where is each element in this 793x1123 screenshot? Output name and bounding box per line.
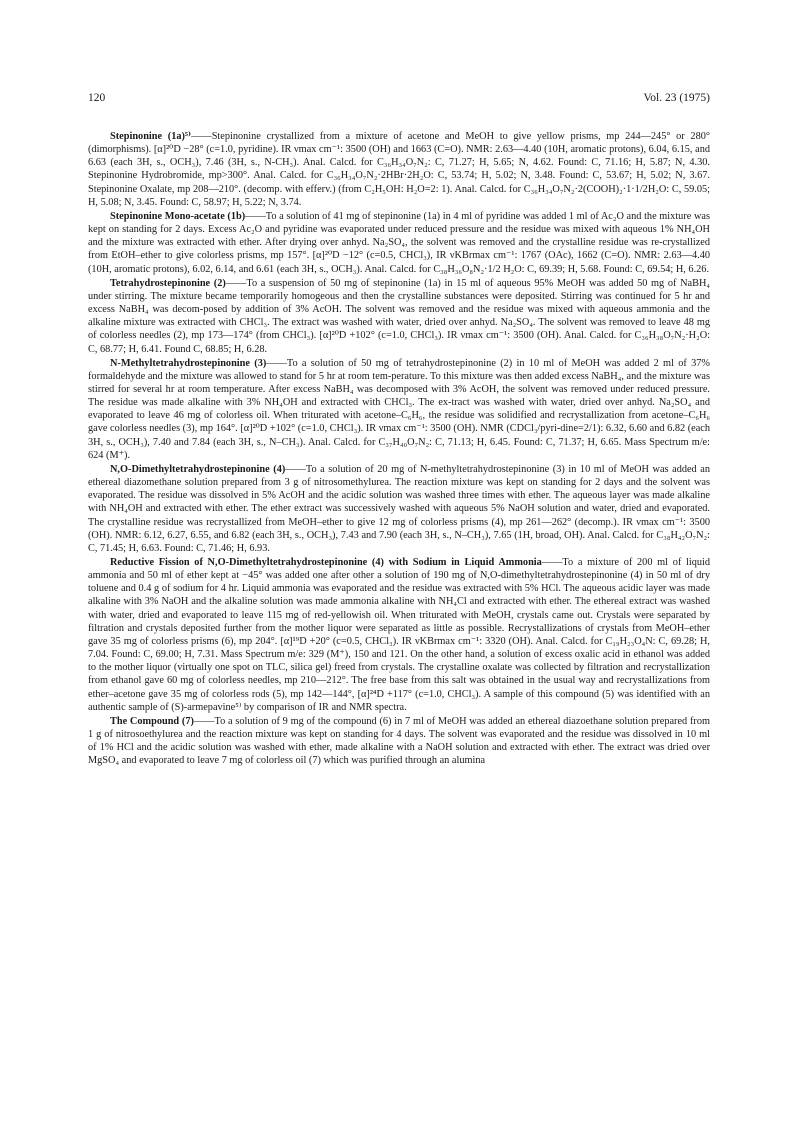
text-n-o-dimethyl: ——To a solution of 20 mg of N-methyltetrahydrostepinonine (3) in 10 ml of MeOH was added an ethereal diazomethane solution prepared from 3 g of nitrosomethylurea. The reaction mixture was kept on standing for 2 days and the solvent was evaporated. The residue was dissolved in 5% AcOH and the acidic solution was washed three times with ether. The aqueous layer was made alkaline with NH₄OH and extracted with ether. The ether extract was successively washed with aqueous 5% NaOH solution and water, dried and evaporated. The crystalline residue was recrystallized from MeOH–ether to give 12 mg of colorless prisms (4), mp 261—262° (decomp.). IR νmax cm⁻¹: 3500 (OH). NMR: 6.12, 6.27, 6.55, and 6.82 (each 3H, s., OCH₃), 7.43 and 7.90 (each 3H, s., N–CH₃), 7.65 (1H, broad, OH). Anal. Calcd. for C₃₈H₄₂O₇N₂: C, 71.45; H, 6.63. Found: C, 71.46; H, 6.93. bbox=[88, 463, 710, 554]
heading-n-o-dimethyl: N,O-Dimethyltetrahydrostepinonine (4) bbox=[110, 463, 286, 475]
page-number: 120 bbox=[88, 92, 106, 104]
article-body bbox=[88, 130, 710, 769]
heading-n-methyl: N-Methyltetrahydrostepinonine (3) bbox=[110, 357, 267, 369]
paragraph-stepinonine bbox=[88, 130, 710, 209]
paragraph-reductive-fission bbox=[88, 556, 710, 714]
heading-compound-7: The Compound (7) bbox=[110, 715, 194, 727]
heading-stepinonine: Stepinonine (1a)⁵⁾ bbox=[110, 131, 192, 142]
paragraph-compound-7 bbox=[88, 715, 710, 768]
paragraph-tetrahydrostepinonine bbox=[88, 277, 710, 356]
paragraph-mono-acetate bbox=[88, 210, 710, 276]
paragraph-n-o-dimethyl bbox=[88, 463, 710, 555]
volume-label: Vol. 23 (1975) bbox=[643, 92, 710, 104]
text-reductive-fission: ——To a mixture of 200 ml of liquid ammonia and 50 ml of ether kept at −45° was added one after other a solution of 190 mg of N,O-dimethyltetrahydrostepinonine (4) in 50 ml of dry toluene and 0.4 g of sodium for 4 hr. Liquid ammonia was evaporated and the residue was extracted with 5% HCl. The aqueous acidic layer was made alkaline with 3% NaOH and the alkaline solution was made ammonia alkaline with NH₄Cl and extracted with ether. The ethereal extract was washed with water, dried and evaporated to leave 115 mg of red-yellowish oil. When triturated with MeOH, crystals came out. Crystals were separated by filtration and crystals deposited further from the mother liquor were separated as little as possible. Recrystallizations of crystals from MeOH–ether gave 35 mg of colorless prisms (6), mp 204°. [α]¹⁹D +20° (c=0.5, CHCl₃). IR νKBrmax cm⁻¹: 3320 (OH). Anal. Calcd. for C₁₉H₂₃O₄N: C, 69.28; H, 7.04. Found: C, 69.00; H, 7.31. Mass Spectrum m/e: 329 (M⁺), 150 and 121. On the other hand, a solution of excess oxalic acid in ethanol was added to the mother liquor (virtually one spot on TLC, silica gel) freed from crystals. The crystalline oxalate was collected by filtration and recrystallization from ethanol gave 60 mg of colorless needles, mp 210—212°. The free base from this salt was obtained in the usual way and recrystallizations from ether–acetone gave 35 mg of colorless rods (5), mp 142—144°, [α]²⁴D +117° (c=1.0, CHCl₃). A sample of this compound (5) was identified with an authentic sample of (S)-armepavine⁵⁾ by comparison of IR and NMR spectra. bbox=[88, 557, 710, 713]
paragraph-n-methyl bbox=[88, 357, 710, 462]
text-tetrahydrostepinonine: ——To a suspension of 50 mg of stepinonine (1a) in 15 ml of aqueous 95% MeOH was added 50 mg of NaBH₄ under stirring. The mixture became temporarily homogeous and then the crystalline substances were deposited. Stirring was continued for 5 hr and excess NaBH₄ was decom-posed by addition of 3% AcOH. The solvent was removed and the residue was mixed with aqueous ammonia and the alkaline mixture was extracted with CHCl₃. The extract was washed with water, dried over anhyd. Na₂SO₄. The solvent was removed to leave 48 mg of colorless needles (2), mp 173—174° (from CHCl₃). [α]²⁰D +102° (c=1.0, CHCl₃). IR νmax cm⁻¹: 3500 (OH). Anal. Calcd. for C₃₆H₃₈O₇N₂·H₂O: C, 68.77; H, 6.41. Found C, 68.85; H, 6.28. bbox=[88, 277, 710, 355]
heading-mono-acetate: Stepinonine Mono-acetate (1b) bbox=[110, 210, 246, 222]
text-compound-7: ——To a solution of 9 mg of the compound (6) in 7 ml of MeOH was added an ethereal diazoethane solution prepared from 1 g of nitrosoethylurea and the reaction mixture was kept on standing for 4 days. The solvent was evaporated and the residue was dissolved in 10 ml of 1% HCl and the acidic solution was washed with ether, made alkaline with a NaOH solution and extracted with ether. The extract was dried over MgSO₄ and evaporated to leave 7 mg of colorless oil (7) which was purified through an alumina bbox=[88, 715, 710, 767]
heading-reductive-fission: Reductive Fission of N,O-Dimethyltetrahydrostepinonine (4) with Sodium in Liquid Ammonia bbox=[110, 557, 542, 568]
page-header bbox=[88, 92, 710, 108]
text-stepinonine: ——Stepinonine crystallized from a mixture of acetone and MeOH to give yellow prisms, mp 244—245° or 280° (dimorphisms). [α]²⁰D −28° (c=1.0, pyridine). IR νmax cm⁻¹: 3500 (OH) and 1663 (C=O). NMR: 2.63—4.40 (10H, aromatic protons), 6.04, 6.15, and 6.63 (each 3H, s., OCH₃), 7.46 (3H, s., N-CH₃). Anal. Calcd. for C₃₆H₃₄O₇N₂: C, 71.27; H, 5.65; N, 4.62. Found: C, 71.16; H, 5.87; N, 4.30. Stepinonine Hydrobromide, mp>300°. Anal. Calcd. for C₃₆H₃₄O₇N₂·2HBr·2H₂O: C, 53.74; H, 5.02; N, 3.48. Found: C, 53.67; H, 5.02; N, 3.67. Stepinonine Oxalate, mp 208—210°. (decomp. with efferv.) (from C₂H₅OH: H₂O=2: 1). Anal. Calcd. for C₃₆H₃₄O₇N₂·2(COOH)₂·1·1/2H₂O: C, 59.05; H, 5.08; N, 3.45. Found: C, 58.97; H, 5.22; N, 3.74. bbox=[88, 131, 710, 208]
heading-tetrahydrostepinonine: Tetrahydrostepinonine (2) bbox=[110, 277, 226, 289]
text-n-methyl: ——To a solution of 50 mg of tetrahydrostepinonine (2) in 10 ml of MeOH was added 2 ml of 37% formaldehyde and the mixture was allowed to stand for 5 hr at room tem-perature. To this mixture was then added excess NaBH₄, and the mixture was stirred for several hr at room temperature. After excess NaBH₄ was decomposed with 3% AcOH, the solvent was removed under reduced pressure. The residue was made alkaline with 3% NH₄OH and extracted with CHCl₃. The ex-tract was washed with water, dried over anhyd. Na₂SO₄ and evaporated to leave 46 mg of colorless oil. When triturated with acetone–C₆H₆, the residue was solidified and recrystallization from acetone–C₆H₆ gave colorless needles (3), mp 164°. [α]²⁰D +102° (c=1.0, CHCl₃). IR νmax cm⁻¹: 3500 (OH). NMR (CDCl₃/pyri-dine=2/1): 6.32, 6.60 and 6.82 (each 3H, s., OCH₃), 7.40 and 7.84 (each 3H, s., N–CH₃). Anal. Calcd. for C₃₇H₄₀O₇N₂: C, 71.13; H, 6.45. Found: C, 71.37; H, 6.65. Mass Spectrum m/e: 624 (M⁺). bbox=[88, 357, 710, 461]
text-mono-acetate: ——To a solution of 41 mg of stepinonine (1a) in 4 ml of pyridine was added 1 ml of Ac₂O and the mixture was kept on standing for 2 days. Excess Ac₂O and pyridine was evaporated under reduced pressure and the residue was mixed with aqueous 1% NH₄OH and the mixture was extracted with ether. After drying over anhyd. Na₂SO₄, the solvent was removed and the crystalline residue was re-crystallized from EtOH–ether to give colorless prisms, mp 157°. [α]²⁰D −12° (c=0.5, CHCl₃), IR νKBrmax cm⁻¹: 1767 (OAc), 1662 (C=O). NMR: 2.63—4.40 (10H, aromatic protons), 6.02, 6.14, and 6.61 (each 3H, s., OCH₃). Anal. Calcd. for C₃₈H₃₆O₈N₂·1/2 H₂O: C, 69.39; H, 5.68. Found: C, 69.54; H, 6.26. bbox=[88, 210, 710, 275]
